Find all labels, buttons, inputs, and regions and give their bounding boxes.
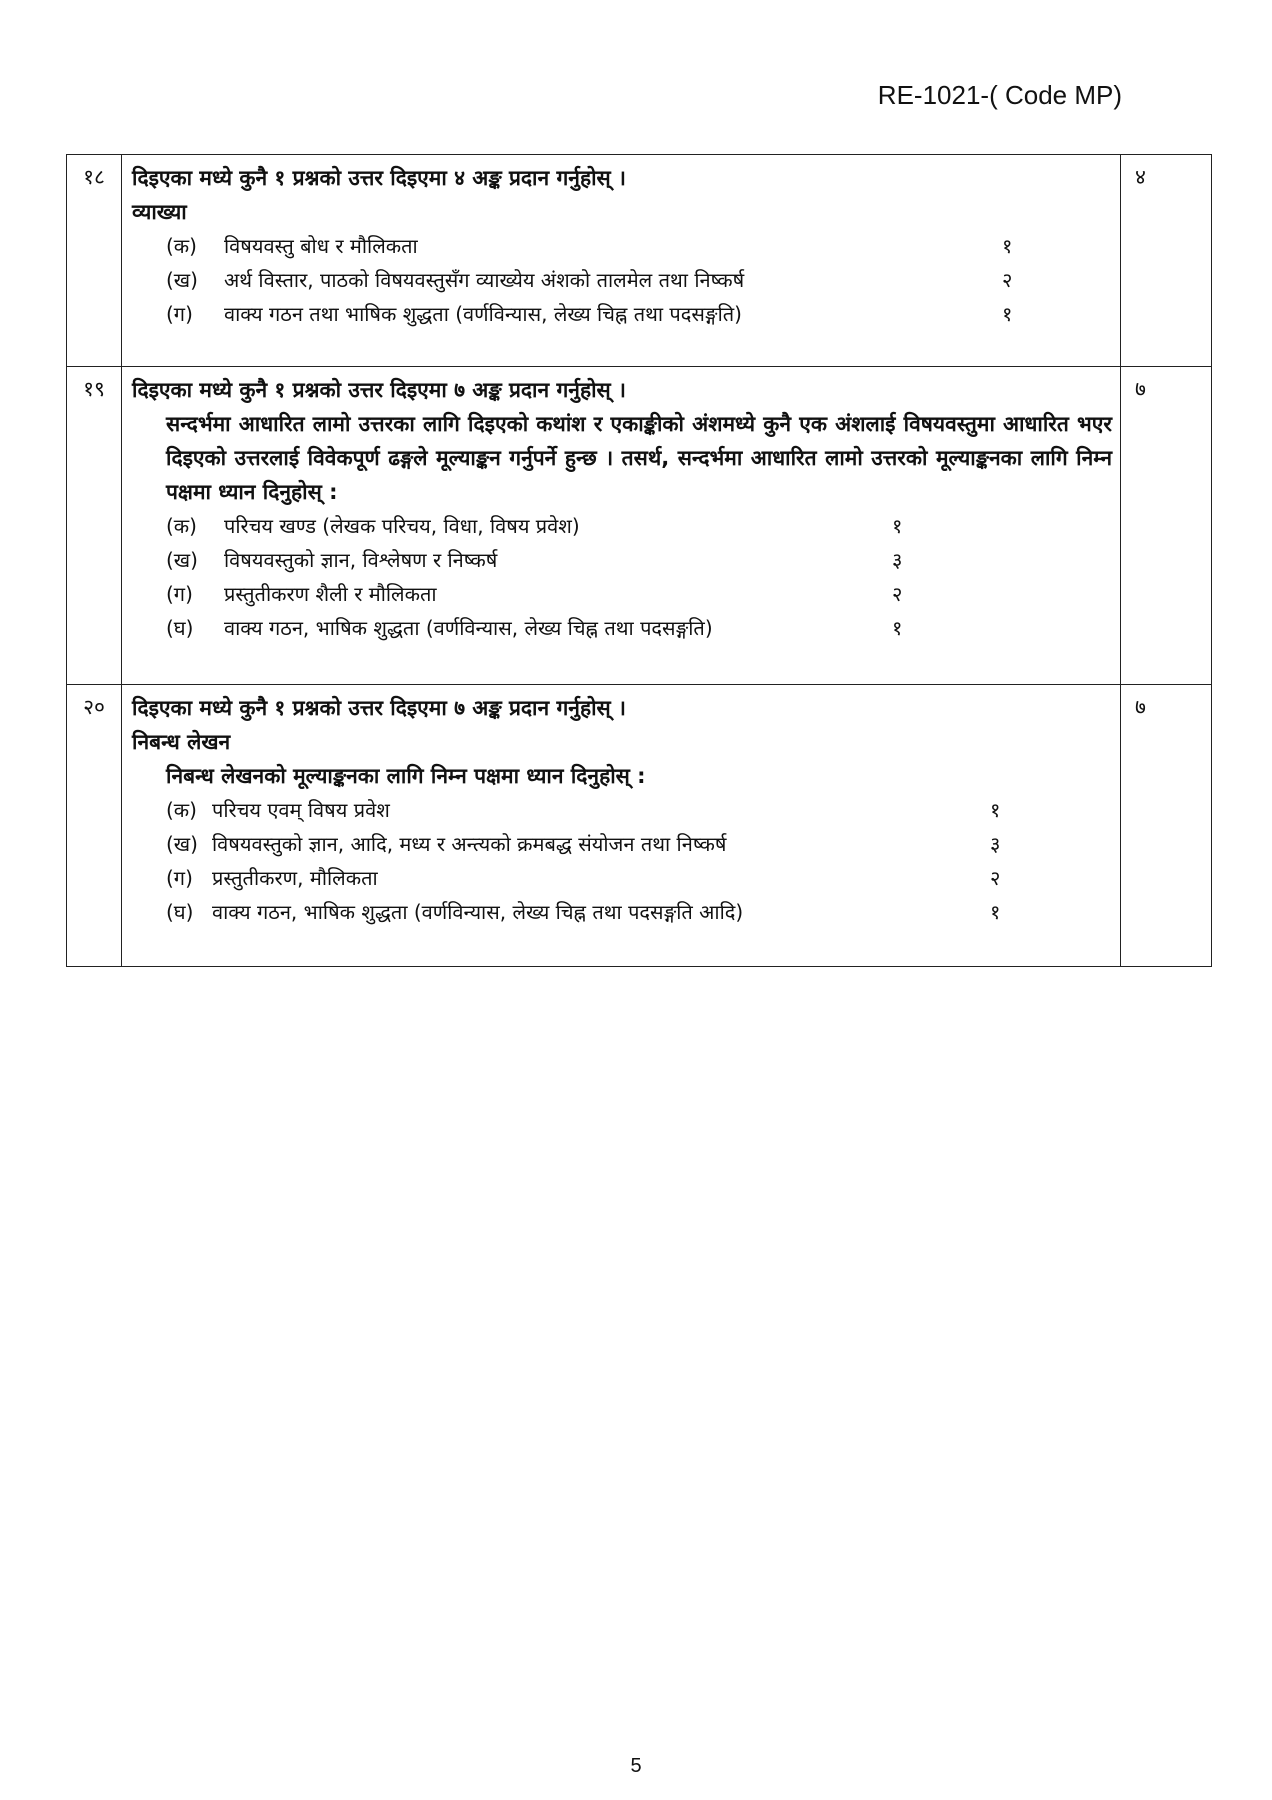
criterion [166,263,1112,297]
criterion-label: (क) [166,234,197,258]
criterion [166,297,1112,331]
question-title: दिइएका मध्ये कुनै १ प्रश्नको उत्तर दिइएमा ७ अङ्क प्रदान गर्नुहोस् । [132,378,626,402]
criterion-text: अर्थ विस्तार, पाठको विषयवस्तुसँग व्याख्येय अंशको तालमेल तथा निष्कर्ष [224,268,745,292]
table-row [67,685,1212,967]
criterion-mark: २ [1002,268,1013,292]
criterion-mark: १ [990,900,1001,924]
question-content [122,367,1121,685]
criteria-list [132,229,1112,331]
question-title: दिइएका मध्ये कुनै १ प्रश्नको उत्तर दिइएमा ४ अङ्क प्रदान गर्नुहोस् । [132,166,626,190]
criterion-mark: १ [892,616,903,640]
criterion-text: विषयवस्तुको ज्ञान, विश्लेषण र निष्कर्ष [224,548,498,572]
criterion-label: (ख) [166,268,198,292]
question-title: दिइएका मध्ये कुनै १ प्रश्नको उत्तर दिइएमा ७ अङ्क प्रदान गर्नुहोस् । [132,696,626,720]
criterion-text: परिचय एवम् विषय प्रवेश [212,798,390,822]
criterion-label: (ग) [166,582,193,606]
criterion-mark: १ [990,798,1001,822]
table-row [67,155,1212,367]
criterion-label: (ग) [166,302,193,326]
criterion-text: वाक्य गठन, भाषिक शुद्धता (वर्णविन्यास, लेख्य चिह्न तथा पदसङ्गति आदि) [212,900,744,924]
question-subtitle: व्याख्या [132,200,187,224]
question-marks: ७ [1121,367,1212,685]
marking-scheme-table [66,154,1212,967]
criterion-label: (ग) [166,866,193,890]
criterion [166,509,1112,543]
question-marks: ७ [1121,685,1212,967]
criterion-text: प्रस्तुतीकरण शैली र मौलिकता [224,582,437,606]
criteria-list [132,509,1112,645]
criterion-label: (ख) [166,832,198,856]
criterion-label: (घ) [166,616,194,640]
criterion-mark: १ [1002,234,1013,258]
criterion-text: प्रस्तुतीकरण, मौलिकता [212,866,378,890]
question-number: २० [67,685,122,967]
question-content [122,155,1121,367]
page-number: 5 [630,1755,642,1777]
criterion-mark: २ [892,582,903,606]
criterion [166,827,1112,861]
criterion-label: (घ) [166,900,194,924]
document-code: RE-1021-( Code MP) [877,80,1122,110]
question-number: १९ [67,367,122,685]
question-paragraph: सन्दर्भमा आधारित लामो उत्तरका लागि दिइएको कथांश र एकाङ्कीको अंशमध्ये कुनै एक अंशलाई विषयवस्तुमा आधारित भएर दिइएको उत्तरलाई विवेकपूर्ण ढङ्गले मूल्याङ्कन गर्नुपर्ने हुन्छ । तसर्थ, सन्दर्भमा आधारित लामो उत्तरको मूल्याङ्कनका लागि निम्न पक्षमा ध्यान दिनुहोस् : [166,412,1113,504]
criterion-mark: १ [892,514,903,538]
criterion [166,895,1112,929]
question-marks: ४ [1121,155,1212,367]
criterion [166,861,1112,895]
question-content [122,685,1121,967]
question-paragraph: निबन्ध लेखनको मूल्याङ्कनका लागि निम्न पक्षमा ध्यान दिनुहोस् : [166,764,646,788]
criterion-mark: ३ [892,548,903,572]
criterion-text: वाक्य गठन, भाषिक शुद्धता (वर्णविन्यास, लेख्य चिह्न तथा पदसङ्गति) [224,616,713,640]
criterion-text: वाक्य गठन तथा भाषिक शुद्धता (वर्णविन्यास, लेख्य चिह्न तथा पदसङ्गति) [224,302,742,326]
criterion-mark: १ [1002,302,1013,326]
criterion [166,229,1112,263]
criterion-label: (ख) [166,548,198,572]
criterion [166,543,1112,577]
criterion-text: विषयवस्तुको ज्ञान, आदि, मध्य र अन्त्यको क्रमबद्ध संयोजन तथा निष्कर्ष [212,832,727,856]
question-number: १८ [67,155,122,367]
question-subtitle: निबन्ध लेखन [132,730,231,754]
criterion-mark: २ [990,866,1001,890]
criteria-list [132,793,1112,929]
criterion-text: विषयवस्तु बोध र मौलिकता [224,234,418,258]
table-row [67,367,1212,685]
criterion-label: (क) [166,798,197,822]
criterion [166,611,1112,645]
criterion [166,577,1112,611]
criterion-text: परिचय खण्ड (लेखक परिचय, विधा, विषय प्रवेश) [224,514,580,538]
criterion-label: (क) [166,514,197,538]
criterion [166,793,1112,827]
criterion-mark: ३ [990,832,1001,856]
